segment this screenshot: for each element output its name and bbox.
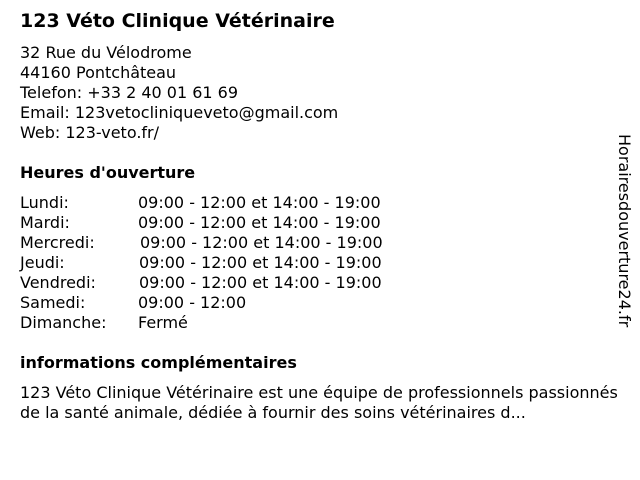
time-value: 09:00 - 12:00 et 14:00 - 19:00 — [139, 273, 382, 292]
day-label: Jeudi: — [20, 253, 65, 272]
time-value: Fermé — [138, 313, 188, 332]
day-label: Dimanche: — [20, 313, 107, 332]
info-heading: informations complémentaires — [20, 353, 297, 372]
time-value: 09:00 - 12:00 et 14:00 - 19:00 — [138, 213, 381, 232]
day-label: Lundi: — [20, 193, 69, 212]
contact-block — [20, 43, 338, 143]
day-label: Vendredi: — [20, 273, 96, 292]
info-text: 123 Véto Clinique Vétérinaire est une équipe de professionnels passionnés de la santé animale, dédiée à fournir des soins vétérinaires d... — [20, 383, 618, 422]
time-value: 09:00 - 12:00 et 14:00 - 19:00 — [138, 193, 381, 212]
time-value: 09:00 - 12:00 et 14:00 - 19:00 — [139, 253, 382, 272]
address-street: 32 Rue du Vélodrome — [20, 43, 192, 62]
business-name: 123 Véto Clinique Vétérinaire — [20, 10, 335, 32]
day-label: Mardi: — [20, 213, 70, 232]
email-line[interactable]: Email: 123vetocliniqueveto@gmail.com — [20, 103, 339, 122]
address-city: 44160 Pontchâteau — [20, 63, 177, 82]
time-value: 09:00 - 12:00 — [138, 293, 247, 312]
day-label: Samedi: — [20, 293, 86, 312]
day-label: Mercredi: — [20, 233, 95, 252]
site-watermark: Horairesdouverture24.fr — [615, 134, 634, 328]
phone-line[interactable]: Telefon: +33 2 40 01 61 69 — [20, 83, 239, 102]
web-line[interactable]: Web: 123-veto.fr/ — [20, 123, 160, 142]
time-value: 09:00 - 12:00 et 14:00 - 19:00 — [140, 233, 383, 252]
hours-heading: Heures d'ouverture — [20, 163, 196, 182]
